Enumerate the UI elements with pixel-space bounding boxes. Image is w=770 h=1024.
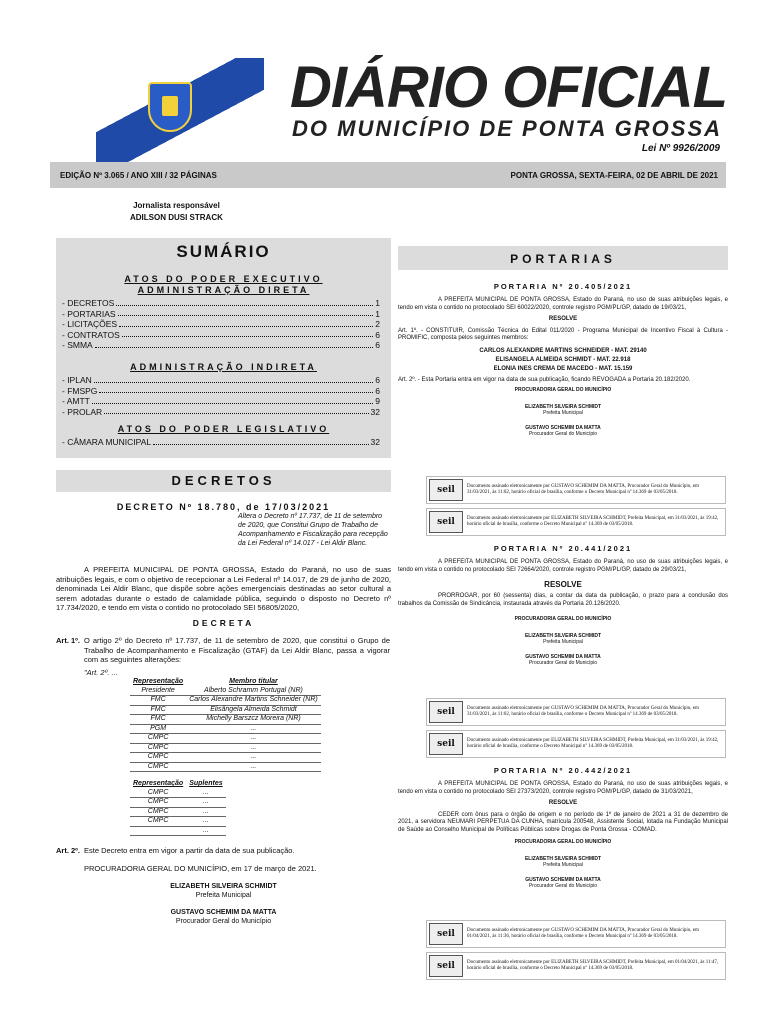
table-row	[130, 715, 321, 725]
table-row	[130, 762, 321, 772]
portarias-title: PORTARIAS	[510, 252, 616, 266]
exec-heading-2: ADMINISTRAÇÃO DIRETA	[137, 285, 310, 295]
toc-label: - AMTT	[62, 396, 90, 406]
seil-logo-icon: seil	[429, 923, 463, 945]
toc-entry	[62, 309, 380, 320]
toc-page: 2	[375, 319, 380, 329]
membros-suplentes-table	[130, 780, 226, 836]
decreto-ementa: Altera o Decreto nº 17.737, de 11 de setembro de 2020, que Constitui Grupo de Trabalho de Acompanhamento e Fiscalização para recepção da Lei Federal nº 14.017 - Lei Aldir Blanc.	[238, 513, 388, 547]
table-row	[130, 705, 321, 715]
procuradoria: PROCURADORIA GERAL DO MUNICÍPIO	[514, 616, 612, 622]
sig2-name: GUSTAVO SCHEMIM DA MATTA	[525, 876, 601, 883]
membros-list	[398, 347, 728, 374]
seil-text: Documento assinado eletronicamente por GUSTAVO SCHEMIM DA MATTA, Procurador Geral do Município, em 31/03/2021, às 11:02, horário oficial de brasília, conforme o Decreto Municipal nº 14.369 de 03/05/2018.	[467, 484, 699, 495]
sig2-role: Procurador Geral do Município	[528, 431, 598, 437]
table-cell: ...	[186, 734, 321, 744]
sig1-role: Prefeita Municipal	[543, 639, 583, 645]
table-cell: CMPC	[130, 798, 186, 808]
table-cell: FMC	[130, 696, 186, 706]
membro-item: CARLOS ALEXANDRE MARTINS SCHNEIDER - MAT. 29140	[479, 347, 647, 354]
toc-entry	[62, 407, 380, 418]
sig1-role: Prefeita Municipal	[195, 892, 252, 899]
seil-signature	[426, 730, 726, 758]
coat-of-arms-icon	[148, 82, 192, 132]
portaria-corpo: PRORROGAR, por 60 (sessenta) dias, a contar da data da publicação, o prazo para a conclusão dos trabalhos da Comissão de Sindicância, instaurada através da Portaria 20.126/2020.	[398, 593, 728, 607]
toc-dots	[92, 396, 373, 404]
decreto-signatures	[56, 882, 391, 926]
newspaper-subtitle: DO MUNICÍPIO DE PONTA GROSSA	[292, 116, 723, 141]
table-cell	[130, 826, 186, 836]
portaria-texto: A PREFEITA MUNICIPAL DE PONTA GROSSA, Estado do Paraná, no uso de suas atribuições legais, e tendo em vista o contido no protocolado SEI 27373/2020, controle registro PGM/PL/GP, datado de 31/03/2021,	[398, 781, 728, 795]
toc-entry	[62, 298, 380, 309]
table-cell: CMPC	[130, 807, 186, 817]
procuradoria: PROCURADORIA GERAL DO MUNICÍPIO	[514, 839, 612, 845]
toc-page: 1	[375, 308, 380, 319]
table-header: Representação	[133, 780, 184, 787]
portaria-resolve: RESOLVE	[544, 580, 582, 589]
sig2-role: Procurador Geral do Município	[528, 883, 598, 889]
portaria-20441	[398, 544, 728, 667]
table-cell: CMPC	[130, 753, 186, 763]
decreto-preambulo: A PREFEITA MUNICIPAL DE PONTA GROSSA, Estado do Paraná, no uso de suas atribuições legais, e com o objetivo de recepcionar a Lei Federal nº 14.017, de 29 de junho de 2020, denominada Lei Aldir Blanc, que dispõe sobre ações emergenciais destinadas ao setor cultural a serem adotadas durante o estado de calamidade pública, seguindo o disposto no Decreto nº 17.734/2020, e tendo em vista o contido no protocolado SEI 56805/2020,	[56, 565, 391, 612]
toc-label: - PORTARIAS	[62, 308, 116, 319]
toc-page: 32	[370, 406, 380, 417]
journalist-label: Jornalista responsável	[133, 201, 220, 210]
art-quote: "Art. 2º. ...	[84, 668, 118, 677]
table-cell: FMC	[130, 705, 186, 715]
toc-label: - PROLAR	[62, 406, 103, 417]
toc-page: 6	[375, 375, 380, 385]
newspaper-title: DIÁRIO OFICIAL	[290, 55, 728, 120]
summary-title: SUMÁRIO	[176, 242, 271, 261]
table-cell: ...	[186, 762, 321, 772]
toc-page: 6	[375, 329, 380, 340]
seil-signature	[426, 476, 726, 504]
table-cell: ...	[186, 743, 321, 753]
table-cell: CMPC	[130, 743, 186, 753]
seil-text: Documento assinado eletronicamente por ELIZABETH SILVEIRA SCHMIDT, Prefeita Municipal, em 01/04/2021, às 11:47, horário oficial de brasília, conforme o Decreto Municipal nº 14.369 de 03/05/2018.	[467, 960, 719, 971]
toc-label: - IPLAN	[62, 375, 92, 385]
toc-entry	[62, 340, 380, 351]
toc-dots	[116, 298, 373, 306]
sig2-name: GUSTAVO SCHEMIM DA MATTA	[525, 653, 601, 660]
portaria-art1: Art. 1º. - CONSTITUIR, Comissão Técnica do Edital 011/2020 - Programa Municipal de Incentivo Fiscal à Cultura - PROMIFIC, composta pelos seguintes membros:	[398, 327, 728, 341]
sig2-role: Procurador Geral do Município	[528, 660, 598, 666]
toc-label: - CONTRATOS	[62, 329, 120, 340]
table-header: Representação	[133, 678, 184, 685]
toc-legislativo	[62, 437, 380, 448]
table-cell: ...	[186, 724, 321, 734]
seil-logo-icon: seil	[429, 955, 463, 977]
art2-label: Art. 2º.	[56, 846, 80, 855]
table-header: Suplentes	[189, 780, 223, 787]
table-cell: Carlos Alexandre Martins Schneider (NR)	[186, 696, 321, 706]
seil-text: Documento assinado eletronicamente por ELIZABETH SILVEIRA SCHMIDT, Prefeita Municipal, em 31/03/2021, às 19:42, horário oficial de brasília, conforme o Decreto Municipal nº 14.369 de 03/05/2018.	[467, 738, 719, 749]
sig1-role: Prefeita Municipal	[543, 410, 583, 416]
portaria-art2: Art. 2º. - Esta Portaria entra em vigor na data de sua publicação, ficando REVOGADA a Portaria 20.182/2020.	[398, 376, 691, 383]
table-cell: ...	[186, 798, 225, 808]
art1-text: O artigo 2º do Decreto nº 17.737, de 11 de setembro de 2020, que constitui o Grupo de Trabalho de Acompanhamento e Fiscalização (GTAF) da Lei Aldir Blanc, passa a vigorar com as seguintes alterações:	[84, 636, 390, 664]
toc-page: 1	[375, 298, 380, 308]
table-cell: CMPC	[130, 817, 186, 827]
sig1-name: ELIZABETH SILVEIRA SCHMIDT	[524, 632, 602, 639]
sig1-name: ELIZABETH SILVEIRA SCHMIDT	[524, 403, 602, 410]
table-row	[130, 807, 226, 817]
table-row	[130, 817, 226, 827]
table-row	[130, 798, 226, 808]
toc-entry	[62, 319, 380, 330]
decreta-heading: DECRETA	[192, 618, 255, 628]
toc-label: - CÂMARA MUNICIPAL	[62, 437, 152, 447]
portaria-texto: A PREFEITA MUNICIPAL DE PONTA GROSSA, Estado do Paraná, no uso de suas atribuições legais, e tendo em vista o contido no protocolado SEI 60022/2020, controle registro PGM/PL/GP, datado de 19/03/21,	[398, 297, 728, 311]
exec-heading-1: ATOS DO PODER EXECUTIVO	[124, 274, 323, 284]
seil-signature	[426, 952, 726, 980]
table-row	[130, 696, 321, 706]
law-number: Lei Nº 9926/2009	[641, 143, 720, 154]
decretos-title: DECRETOS	[171, 473, 276, 488]
sig1-name: ELIZABETH SILVEIRA SCHMIDT	[524, 855, 602, 862]
toc-indireta	[62, 375, 380, 417]
table-row	[130, 826, 226, 836]
table-cell: ...	[186, 807, 225, 817]
toc-label: - DECRETOS	[62, 298, 115, 308]
table-cell: ...	[186, 789, 225, 798]
seil-signature	[426, 508, 726, 536]
table-row	[130, 743, 321, 753]
portaria-resolve: RESOLVE	[548, 316, 578, 322]
toc-dots	[99, 386, 373, 394]
table-cell: CMPC	[130, 762, 186, 772]
seil-logo-icon: seil	[429, 701, 463, 723]
toc-entry	[62, 375, 380, 386]
table-row	[130, 753, 321, 763]
table-cell: Elisângela Almeida Schmidt	[186, 705, 321, 715]
table-cell: ...	[186, 753, 321, 763]
table-row	[130, 734, 321, 744]
seil-text: Documento assinado eletronicamente por GUSTAVO SCHEMIM DA MATTA, Procurador Geral do Município, em 31/03/2021, às 11:02, horário oficial de brasília, conforme o Decreto Municipal nº 14.369 de 03/05/2018.	[467, 706, 699, 717]
seil-signature	[426, 920, 726, 948]
edition-info: EDIÇÃO Nº 3.065 / ANO XIII / 32 PÁGINAS	[60, 171, 217, 180]
portaria-numero: PORTARIA Nº 20.405/2021	[493, 282, 633, 291]
art1-label: Art. 1º.	[56, 636, 80, 645]
toc-dots	[122, 330, 373, 338]
toc-entry	[62, 396, 380, 407]
toc-page: 9	[375, 396, 380, 406]
toc-page: 6	[375, 385, 380, 396]
toc-entry	[62, 437, 380, 448]
seil-text: Documento assinado eletronicamente por ELIZABETH SILVEIRA SCHMIDT, Prefeita Municipal, em 31/03/2021, às 19:42, horário oficial de brasília, conforme o Decreto Municipal nº 14.369 de 03/05/2018.	[467, 516, 719, 527]
table-row	[130, 724, 321, 734]
table-cell: ...	[186, 826, 225, 836]
toc-entry	[62, 330, 380, 341]
art2-text: Este Decreto entra em vigor a partir da data de sua publicação.	[84, 846, 295, 855]
membro-item: ELISANGELA ALMEIDA SCHMIDT - MAT. 22.918	[495, 356, 631, 363]
sig2-name: GUSTAVO SCHEMIM DA MATTA	[170, 909, 277, 916]
indireta-heading: ADMINISTRAÇÃO INDIRETA	[130, 362, 317, 372]
seil-logo-icon: seil	[429, 479, 463, 501]
seil-logo-icon: seil	[429, 511, 463, 533]
toc-dots	[104, 407, 368, 415]
toc-dots	[118, 309, 374, 317]
portaria-resolve: RESOLVE	[548, 800, 578, 806]
toc-page: 6	[375, 340, 380, 350]
table-cell: PGM	[130, 724, 186, 734]
toc-page: 32	[370, 437, 380, 447]
legislativo-heading: ATOS DO PODER LEGISLATIVO	[117, 424, 330, 434]
table-row	[130, 789, 226, 798]
portaria-numero: PORTARIA Nº 20.441/2021	[493, 544, 633, 553]
table-cell: Alberto Schramm Portugal (NR)	[186, 687, 321, 696]
portaria-texto: A PREFEITA MUNICIPAL DE PONTA GROSSA, Estado do Paraná, no uso de suas atribuições legais, e tendo em vista o contido no protocolado SEI 72664/2020, controle registro PGM/PL/GP, datado de 29/03/21,	[398, 559, 728, 573]
table-cell: ...	[186, 817, 225, 827]
sig1-name: ELIZABETH SILVEIRA SCHMIDT	[170, 883, 277, 890]
toc-dots	[119, 319, 373, 327]
local-data: PROCURADORIA GERAL DO MUNICÍPIO, em 17 de março de 2021.	[84, 864, 317, 873]
membro-item: ELONIA INES CREMA DE MACEDO - MAT. 15.159	[493, 365, 633, 372]
portaria-20405	[398, 282, 728, 438]
sig2-name: GUSTAVO SCHEMIM DA MATTA	[525, 424, 601, 431]
sig1-role: Prefeita Municipal	[543, 862, 583, 868]
journalist-block	[130, 200, 223, 224]
portaria-numero: PORTARIA Nº 20.442/2021	[493, 766, 633, 775]
toc-direta	[62, 298, 380, 351]
city-date: PONTA GROSSA, SEXTA-FEIRA, 02 DE ABRIL DE 2021	[510, 171, 718, 180]
table-cell: CMPC	[130, 789, 186, 798]
sig2-role: Procurador Geral do Município	[175, 918, 272, 925]
toc-label: - SMMA	[62, 340, 93, 350]
seil-signature	[426, 698, 726, 726]
seil-logo-icon: seil	[429, 733, 463, 755]
decreto-numero: DECRETO Nº 18.780, de 17/03/2021	[116, 502, 331, 512]
toc-label: - LICITAÇÕES	[62, 319, 118, 329]
membros-titulares-table	[130, 678, 321, 772]
table-header: Membro titular	[229, 678, 278, 685]
toc-dots	[153, 437, 368, 445]
toc-dots	[94, 375, 374, 383]
seil-text: Documento assinado eletronicamente por GUSTAVO SCHEMIM DA MATTA, Procurador Geral do Município, em 01/04/2021, às 11:36, horário oficial de brasília, conforme o Decreto Municipal nº 14.369 de 03/05/2018.	[467, 928, 699, 939]
toc-entry	[62, 386, 380, 397]
toc-label: - FMSPG	[62, 385, 98, 396]
table-cell: FMC	[130, 715, 186, 725]
procuradoria: PROCURADORIA GERAL DO MUNICÍPIO	[514, 387, 612, 393]
table-cell: Presidente	[130, 687, 186, 696]
toc-dots	[95, 340, 374, 348]
table-row	[130, 687, 321, 696]
portaria-corpo: CEDER com ônus para o órgão de origem e no período de 1º de janeiro de 2021 a 31 de dezembro de 2021, a servidora NEUMARI PERPETUA DA CUNHA, matrícula 200548, Assistente Social, lotada na Fundação Municipal de Saúde ao Conselho Municipal de Políticas Públicas sobre Drogas de Ponta Grossa - COMAD.	[398, 811, 728, 833]
table-cell: CMPC	[130, 734, 186, 744]
table-cell: Michelly Barszcz Moreira (NR)	[186, 715, 321, 725]
journalist-name: ADILSON DUSI STRACK	[130, 213, 223, 222]
portaria-20442	[398, 766, 728, 890]
